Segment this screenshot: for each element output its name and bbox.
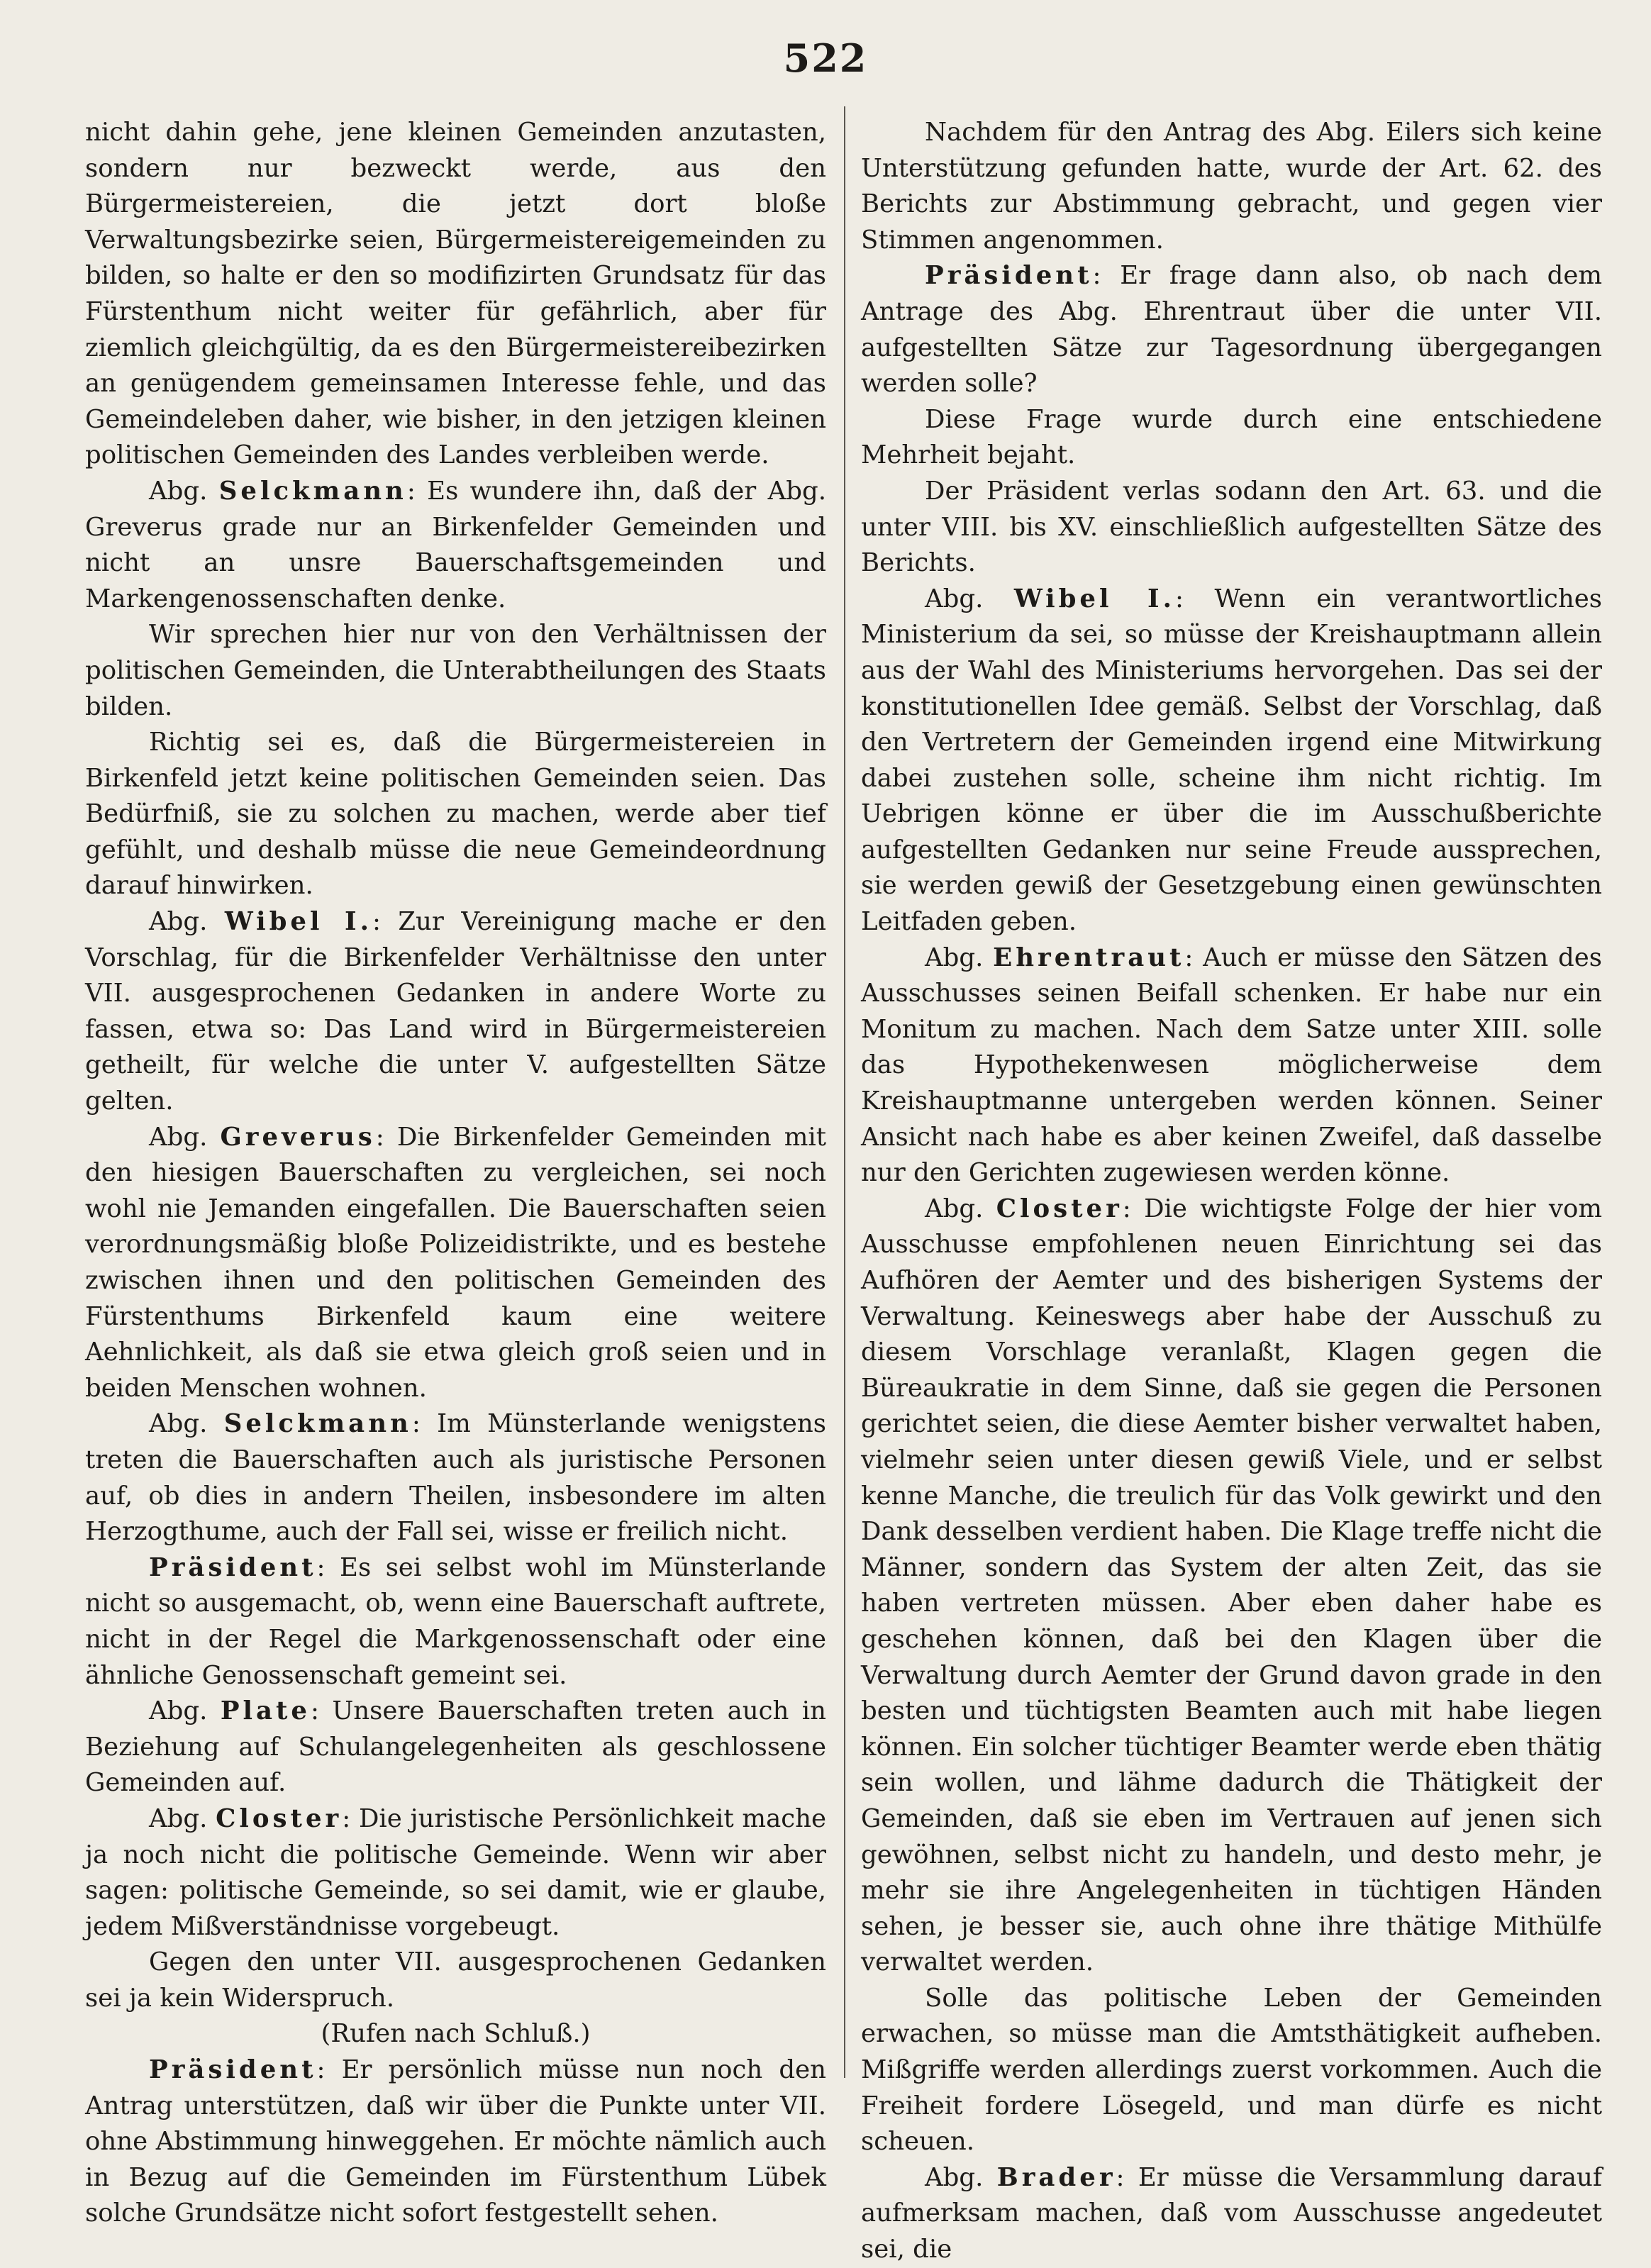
speech-text: : Zur Vereinigung mache er den Vorschlag, für die Birkenfelder Verhältnisse den unter VII. ausgesprochenen Gedanken in andere Worte zu fassen, etwa so: Das Land wird in Bürgermeistereien getheilt, für welche die unter V. aufgestellten Sätze gelten. [85,907,827,1116]
speaker-name: Plate [220,1696,311,1726]
paragraph: Diese Frage wurde durch eine entschiedene Mehrheit bejaht. [861,404,1602,470]
right-column [861,115,1602,2268]
speaker-name: Greverus [220,1122,376,1152]
page-number: 522 [783,35,868,81]
stage-direction: (Rufen nach Schluß.) [321,2019,591,2049]
speech-text: : Es sei selbst wohl im Münsterlande nicht so ausgemacht, ob, wenn eine Bauerschaft auftrete, nicht in der Regel die Markgenossenschaft oder eine ähnliche Genossenschaft gemeint sei. [85,1552,826,1690]
speaker-prefix: Abg. [925,1194,996,1223]
speaker-name: Brader [996,2162,1116,2192]
speaker-prefix: Abg. [149,476,219,506]
speaker-name: Wibel I. [1013,584,1176,613]
speech-text: : Die Birkenfelder Gemeinden mit den hiesigen Bauerschaften zu vergleichen, sei noch wohl nie Jemanden eingefallen. Die Bauerschaften seien verordnungsmäßig bloße Polizeidistrikte, und es bestehe zwischen ihnen und den politischen Gemeinden des Fürstenthums Birkenfeld kaum eine weitere Aehnlichkeit, als daß sie etwa gleich groß seien und in beiden Menschen wohnen. [85,1122,827,1403]
paragraph: Nachdem für den Antrag des Abg. Eilers sich keine Unterstützung gefunden hatte, wurde der Art. 62. des Berichts zur Abstimmung gebracht, und gegen vier Stimmen angenommen. [861,118,1602,255]
speech-text: : Im Münsterlande wenigstens treten die Bauerschaften auch als juristische Personen auf, ob dies in andern Theilen, insbesondere im alten Herzogthume, auch der Fall sei, wisse er freilich nicht. [85,1409,826,1547]
speech-paragraph [861,2160,1602,2268]
speaker-name: Selckmann [218,476,407,506]
speech-text: : Unsere Bauerschaften treten auch in Beziehung auf Schulangelegenheiten als geschlossene Gemeinden auf. [85,1696,826,1798]
speech-text: : Wenn ein verantwortliches Ministerium da sei, so müsse der Kreishauptmann allein aus der Wahl des Ministeriums hervorgehen. Das sei der konstitutionellen Idee gemäß. Selbst der Vorschlag, daß den Vertretern der Gemeinden irgend eine Mitwirkung dabei zustehen solle, scheine ihm nicht richtig. Im Uebrigen könne er über die im Ausschußberichte aufgestellten Gedanken nur seine Freude aussprechen, sie werden gewiß der Gesetzgebung einen gewünschten Leitfaden geben. [861,584,1602,937]
speech-paragraph [85,2052,826,2232]
speaker-prefix: Abg. [149,1696,221,1726]
speaker-name: Präsident [149,2055,317,2085]
speaker-name: Präsident [925,261,1093,291]
speech-text: : Er müsse die Versammlung darauf aufmerksam machen, daß vom Ausschusse angedeutet sei, die [861,2162,1602,2264]
speaker-name: Ehrentraut [993,943,1185,972]
speech-text: : Er frage dann also, ob nach dem Antrage des Abg. Ehrentraut über die unter VII. aufgestellten Sätze zur Tagesordnung übergegangen werden solle? [861,261,1602,399]
paragraph: Solle das politische Leben der Gemeinden erwachen, so müsse man die Amtsthätigkeit aufheben. Mißgriffe werden allerdings zuerst vorkommen. Auch die Freiheit fordere Lösegeld, und man dürfe es nicht scheuen. [861,1983,1602,2157]
speech-paragraph [85,1120,826,1407]
speech-text: : Er persönlich müsse nun noch den Antrag unterstützen, daß wir über die Punkte unter VII. ohne Abstimmung hinweggehen. Er möchte nämlich auch in Bezug auf die Gemeinden im Fürstenthum Lübek solche Grundsätze nicht sofort festgestellt sehen. [85,2055,826,2228]
speech-paragraph [85,904,826,1120]
paragraph: Richtig sei es, daß die Bürgermeistereien in Birkenfeld jetzt keine politischen Gemeinden seien. Das Bedürfniß, sie zu solchen zu machen, werde aber tief gefühlt, und deshalb müsse die neue Gemeindeordnung darauf hinwirken. [85,728,826,901]
speaker-prefix: Abg. [149,1122,221,1152]
speaker-prefix: Abg. [925,584,1014,613]
speech-paragraph [861,582,1602,940]
speech-paragraph [85,474,826,617]
speaker-name: Präsident [149,1552,317,1582]
speech-paragraph [861,940,1602,1191]
speaker-prefix: Abg. [925,943,994,972]
speaker-prefix: Abg. [149,1803,216,1833]
speech-paragraph [85,1801,826,1945]
speech-text: : Es wundere ihn, daß der Abg. Greverus grade nur an Birkenfelder Gemeinden und nicht an unsre Bauerschaftsgemeinden und Markengenossenschaften denke. [85,476,827,613]
left-column [85,115,826,2232]
speech-paragraph [85,1694,826,1801]
speech-text: : Die juristische Persönlichkeit mache ja noch nicht die politische Gemeinde. Wenn wir aber sagen: politische Gemeinde, so sei damit, wie er glaube, jedem Mißverständnisse vorgebeugt. [85,1803,826,1941]
speech-text: : Die wichtigste Folge der hier vom Ausschusse empfohlenen neuen Einrichtung sei das Aufhören der Aemter und des bisherigen Systems der Verwaltung. Keineswegs aber habe der Ausschuß zu diesem Vorschlage veranlaßt, Klagen gegen die Büreaukratie in dem Sinne, daß sie gegen die Personen gerichtet seien, die diese Aemter bisher verwaltet haben, vielmehr seien unter diesen gewiß Viele, und er selbst kenne Manche, die treulich für das Volk gewirkt und den Dank desselben verdient haben. Die Klage treffe nicht die Männer, sondern das System der alten Zeit, das sie haben vertreten müssen. Aber eben daher habe es geschehen können, daß bei den Klagen über die Verwaltung durch Aemter der Grund davon grade in den besten und tüchtigsten Beamten auch mit habe liegen können. Ein solcher tüchtiger Beamter werde eben thätig sein wollen, und lähme dadurch die Thätigkeit der Gemeinden, daß sie eben im Vertrauen auf jenen sich gewöhnen, selbst nicht zu handeln, und desto mehr, je mehr sie ihre Angelegenheiten in tüchtigen Händen sehen, je besser sie, auch ohne ihre thätige Mithülfe verwaltet werden. [861,1194,1602,1977]
speaker-prefix: Abg. [149,907,225,937]
speech-paragraph [861,1191,1602,1981]
speaker-prefix: Abg. [149,1409,224,1439]
speech-paragraph [85,1550,826,1694]
speech-paragraph [861,258,1602,401]
paragraph: Gegen den unter VII. ausgesprochenen Gedanken sei ja kein Widerspruch. [85,1947,826,2013]
speaker-name: Wibel I. [224,907,372,937]
speaker-name: Closter [996,1194,1123,1223]
speaker-prefix: Abg. [925,2162,997,2192]
paragraph: Wir sprechen hier nur von den Verhältnissen der politischen Gemeinden, die Unterabtheilungen des Staats bilden. [85,620,826,721]
speech-text: : Auch er müsse den Sätzen des Ausschusses seinen Beifall schenken. Er habe nur ein Monitum zu machen. Nach dem Satze unter XIII. solle das Hypothekenwesen möglicherweise dem Kreishauptmanne untergeben werden können. Seiner Ansicht nach habe es aber keinen Zweifel, daß dasselbe nur den Gerichten zugewiesen werden könne. [861,943,1602,1188]
paragraph: nicht dahin gehe, jene kleinen Gemeinden anzutasten, sondern nur bezweckt werde, aus den Bürgermeistereien, die jetzt dort bloße Verwaltungsbezirke seien, Bürgermeistereigemeinden zu bilden, so halte er den so modifizirten Grundsatz für das Fürstenthum nicht weiter für gefährlich, aber für ziemlich gleichgültig, da es den Bürgermeistereibezirken an genügendem gemeinsamen Interesse fehle, und das Gemeindeleben daher, wie bisher, in den jetzigen kleinen politischen Gemeinden des Landes verbleiben werde. [85,118,826,470]
speaker-name: Selckmann [223,1409,412,1439]
column-divider [844,106,845,2078]
speaker-name: Closter [216,1803,343,1833]
speech-paragraph [85,1406,826,1550]
paragraph: Der Präsident verlas sodann den Art. 63. und die unter VIII. bis XV. einschließlich aufgestellten Sätze des Berichts. [861,476,1602,578]
